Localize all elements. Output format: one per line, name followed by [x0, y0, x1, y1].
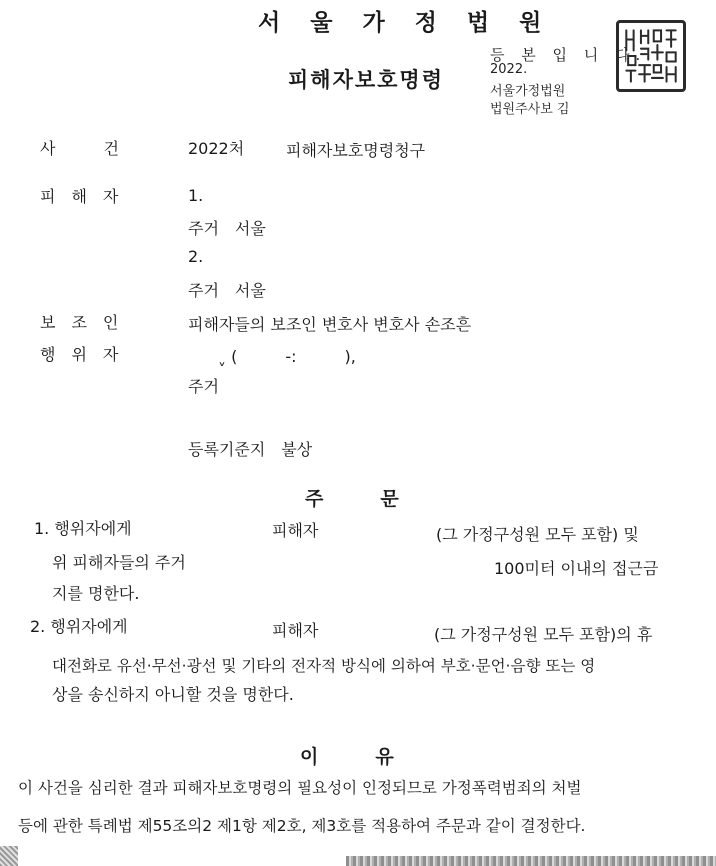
scan-artifact: [346, 856, 716, 866]
court-name: 서 울 가 정 법 원: [258, 9, 553, 36]
certification-clerk: 법원주사보 김: [490, 102, 570, 117]
order-item-1-line-3: 지를 명한다.: [52, 584, 140, 603]
actor-label: 행 위 자: [40, 345, 119, 364]
reason-line-1: 이 사건을 심리한 결과 피해자보호명령의 필요성이 인정되므로 가정폭력범죄의 처벌: [18, 779, 582, 797]
victim-2-number: 2.: [188, 247, 204, 266]
scan-artifact: [0, 846, 18, 866]
actor-address: 주거: [188, 377, 219, 396]
victim-2-address: 주거 서울: [188, 281, 266, 300]
order-item-1-line-1-c: (그 가정구성원 모두 포함) 및: [436, 525, 639, 544]
victim-label: 피 해 자: [40, 187, 119, 206]
assistant-value: 피해자들의 보조인 변호사 변호사 손조흔: [188, 315, 472, 334]
order-item-1-line-2-b: 100미터 이내의 접근금: [494, 559, 659, 578]
assistant-label: 보 조 인: [40, 313, 119, 332]
order-item-2-line-3: 상을 송신하지 아니할 것을 명한다.: [52, 685, 294, 704]
order-item-2-line-1-c: (그 가정구성원 모두 포함)의 휴: [434, 625, 653, 644]
reason-line-2: 등에 관한 특례법 제55조의2 제1항 제2호, 제3호를 적용하여 주문과 같이 결정한다.: [18, 817, 586, 835]
seal-graphic: [619, 23, 683, 89]
order-item-1-line-2-a: 위 피해자들의 주거: [52, 553, 186, 572]
victim-1-number: 1.: [188, 186, 204, 205]
case-label: 사 건: [40, 139, 119, 158]
order-heading: 주 문: [305, 488, 399, 510]
registry-line: 등록기준지 불상: [188, 440, 313, 459]
order-item-2-line-1-a: 2. 행위자에게: [30, 617, 128, 636]
case-name: 피해자보호명령청구: [286, 141, 426, 160]
certification-court: 서울가정법원: [490, 84, 566, 99]
victim-1-address: 주거 서울: [188, 219, 266, 238]
reason-heading: 이 유: [300, 746, 394, 768]
actor-value: ˬ ( -: ),: [218, 347, 356, 366]
order-item-2-line-1-b: 피해자: [272, 621, 319, 640]
certification-line-1: 등 본 입 니 다.: [490, 46, 647, 64]
court-seal-stamp: [616, 20, 686, 92]
order-item-1-line-1-b: 피해자: [272, 521, 319, 540]
document-title: 피해자보호명령: [288, 68, 445, 92]
certification-date: 2022.: [490, 62, 528, 77]
order-item-1-line-1-a: 1. 행위자에게: [34, 519, 132, 538]
case-number: 2022처: [188, 139, 245, 158]
order-item-2-line-2: 대전화로 유선·무선·광선 및 기타의 전자적 방식에 의하여 부호·문언·음향 또는 영: [52, 657, 596, 675]
